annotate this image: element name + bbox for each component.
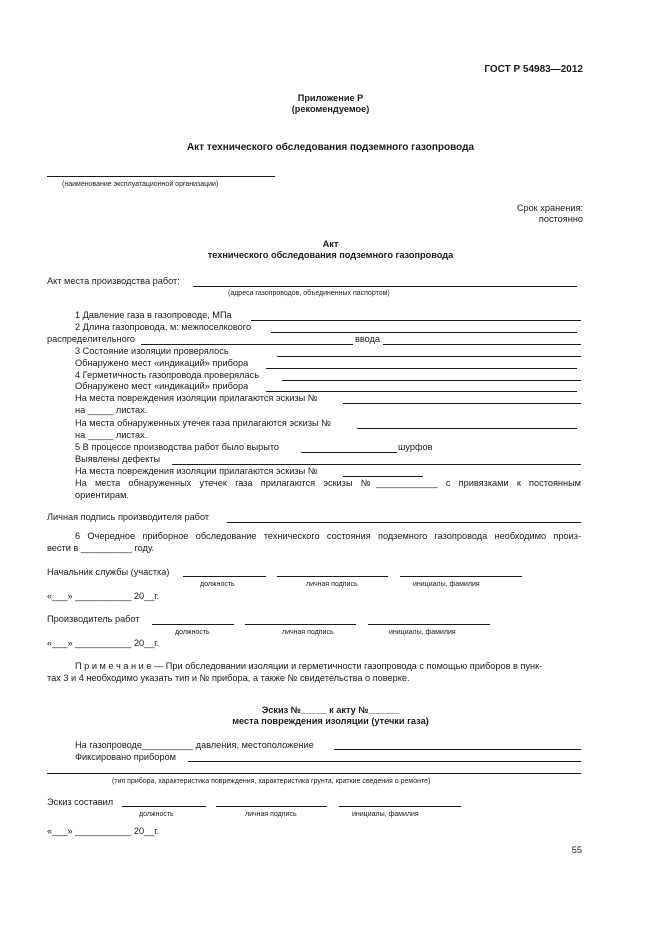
producer-date: «___» ___________ 20__г. — [47, 638, 160, 648]
damage-sketch-2-line — [343, 476, 423, 477]
producer-name-line — [368, 624, 490, 625]
next-survey-line-1: 6 Очередное приборное обследование технического состояния подземного газопровода необходимо произ- — [75, 531, 581, 541]
item-insulation: 3 Состояние изоляции проверялось — [75, 346, 229, 356]
pits-line — [301, 452, 397, 453]
on-pipeline-label: На газопроводе__________ давления, местоположение — [75, 740, 314, 750]
composed-name-line — [339, 806, 461, 807]
pressure-line — [251, 320, 581, 321]
composed-signature-caption: личная подпись — [245, 811, 297, 818]
chief-name-line — [400, 576, 522, 577]
damage-sketch-line — [343, 403, 581, 404]
producer-position-line — [152, 624, 234, 625]
appendix-title: Приложение Р — [297, 93, 364, 103]
main-title: Акт технического обследования подземного газопровода — [186, 142, 475, 153]
chief-signature-caption: личная подпись — [306, 581, 358, 588]
location-line — [334, 749, 581, 750]
item-defects: Выявлены дефекты — [75, 454, 161, 464]
defects-line — [172, 464, 581, 465]
item-leak-sketch-2: На места обнаруженных утечек газа прилагаются эскизы №____________ с привязками к постоянным — [75, 478, 581, 488]
distribution-line — [141, 344, 353, 345]
item-pits-unit: шурфов — [398, 442, 433, 452]
composed-signature-line — [216, 806, 327, 807]
act-title: Акт — [322, 239, 339, 249]
chief-position-caption: должность — [200, 581, 235, 588]
producer-label: Производитель работ — [47, 614, 140, 624]
item-found-1: Обнаружено мест «индикаций» прибора — [75, 358, 249, 368]
item-inlet: ввода — [355, 334, 381, 344]
chief-label: Начальник службы (участка) — [47, 567, 170, 577]
producer-signature-caption: личная подпись — [282, 629, 334, 636]
chief-date: «___» ___________ 20__г. — [47, 591, 160, 601]
item-sheets-2: на _____ листах. — [75, 430, 148, 440]
item-damage-sketch-2: На места повреждения изоляции прилагаются эскизы № — [75, 466, 318, 476]
recorded-label: Фиксировано прибором — [75, 752, 176, 762]
length-line — [271, 332, 577, 333]
item-leak-sketch: На места обнаруженных утечек газа прилагаются эскизы № — [75, 418, 332, 428]
org-line — [47, 176, 275, 177]
found2-line — [266, 391, 577, 392]
item-found-2: Обнаружено мест «индикаций» прибора — [75, 381, 249, 391]
composed-date: «___» ___________ 20__г. — [47, 826, 160, 836]
item-pressure: 1 Давление газа в газопроводе, МПа — [75, 310, 232, 320]
device-line — [47, 773, 581, 774]
found1-line — [266, 368, 577, 369]
chief-name-caption: инициалы, фамилия — [413, 581, 480, 588]
producer-position-caption: должность — [175, 629, 210, 636]
item-distribution: распределительного — [47, 334, 135, 344]
item-tightness: 4 Герметичность газопровода проверялась — [75, 370, 260, 380]
chief-position-line — [183, 576, 266, 577]
next-survey-line-2: вести в __________ году. — [47, 543, 155, 553]
insulation-line — [277, 356, 581, 357]
item-damage-sketch: На места повреждения изоляции прилагаются эскизы № — [75, 393, 318, 403]
note-label: П р и м е ч а н и е — [75, 661, 152, 671]
chief-signature-line — [277, 576, 388, 577]
place-caption: (адреса газопроводов, объединенных паспортом) — [228, 290, 390, 297]
place-label: Акт места производства работ: — [47, 276, 180, 286]
note-text: — При обследовании изоляции и герметичности газопровода с помощью приборов в пунк- — [151, 661, 543, 671]
page-number: 55 — [571, 845, 582, 855]
device-caption: (тип прибора, характеристика повреждения, характеристика грунта, краткие сведения о ремонте) — [112, 778, 431, 785]
act-subtitle: технического обследования подземного газопровода — [207, 250, 454, 260]
note-line-2: тах 3 и 4 необходимо указать тип и № прибора, а также № свидетельства о поверке. — [47, 673, 410, 683]
org-caption: (наименование эксплуатационной организации) — [62, 181, 219, 188]
storage-label: Срок хранения: — [516, 203, 583, 213]
document-code: ГОСТ Р 54983—2012 — [484, 64, 583, 75]
sketch-subtitle: места повреждения изоляции (утечки газа) — [232, 716, 429, 726]
item-leak-sketch-2-end: ориентирам. — [75, 490, 129, 500]
composed-position-line — [122, 806, 206, 807]
composed-position-caption: должность — [139, 811, 174, 818]
sketch-title: Эскиз №_____ к акту №______ — [261, 705, 400, 715]
producer-signature-line-2 — [245, 624, 356, 625]
producer-name-caption: инициалы, фамилия — [389, 629, 456, 636]
appendix-subtitle: (рекомендуемое) — [291, 104, 370, 114]
storage-value: постоянно — [538, 214, 583, 224]
producer-signature-label: Личная подпись производителя работ — [47, 512, 210, 522]
tightness-line — [282, 380, 581, 381]
producer-signature-line — [227, 522, 581, 523]
note-line-1 — [75, 661, 581, 672]
composed-name-caption: инициалы, фамилия — [352, 811, 419, 818]
item-length: 2 Длина газопровода, м: межпоселкового — [75, 322, 252, 332]
place-line — [193, 286, 577, 287]
leak-sketch-line — [357, 428, 577, 429]
recorded-line — [188, 761, 581, 762]
item-pits: 5 В процессе производства работ было вырыто — [75, 442, 280, 452]
item-sheets-1: на _____ листах. — [75, 405, 148, 415]
inlet-line — [383, 344, 581, 345]
composed-label: Эскиз составил — [47, 797, 114, 807]
